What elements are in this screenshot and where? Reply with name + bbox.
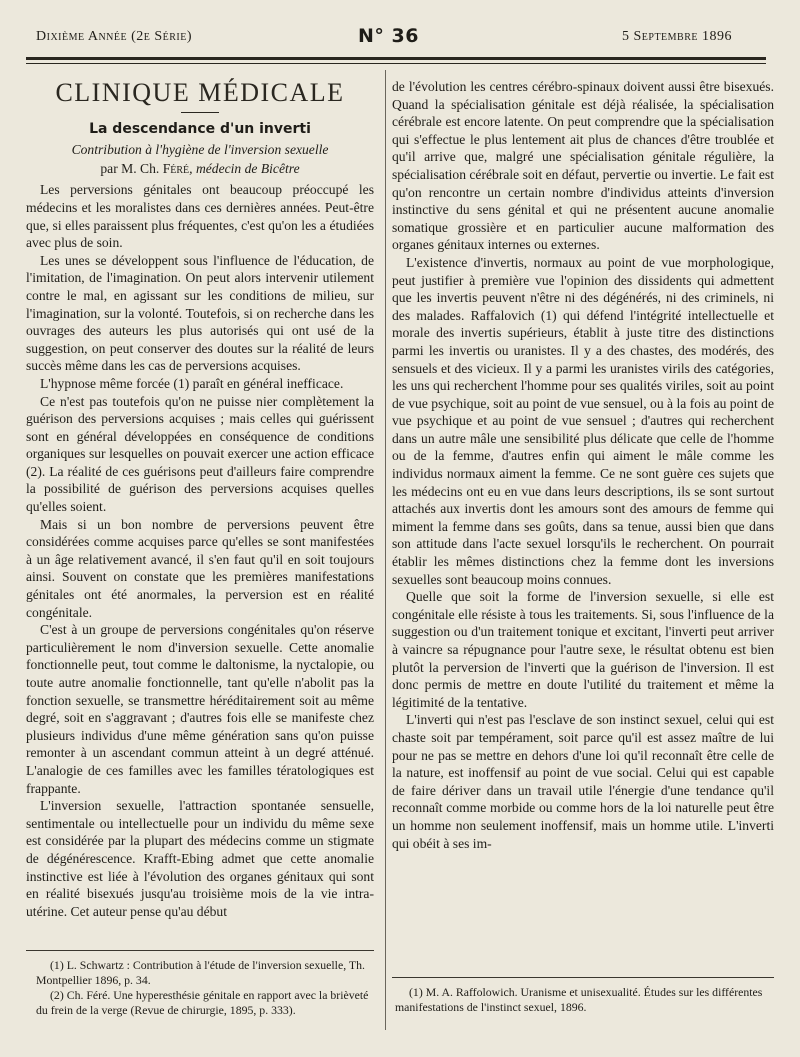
paragraph: Quelle que soit la forme de l'inversion sexuelle, si elle est congénitale elle résiste à tous les traitements. Si, sous l'influence de la suggestion ou d'un traitement tonique et excitant, l'inverti peut arriver à vaincre sa répugnance pour l'autre sexe, le résultat obtenu est bien plutôt la perversion de l'inverti que la guérison de l'inversion. Il est donc permis de mettre en doute l'utilité du traitement et même la légitimité de la tentative. [392,589,774,710]
header-issue-number: N° 36 [358,25,419,47]
running-header [36,27,732,49]
section-title: CLINIQUE MÉDICALE [55,78,345,107]
footnote: (1) M. A. Raffolowich. Uranisme et unisexualité. Études sur les différentes manifestations de l'instinct sexuel, 1896. [395,985,763,1014]
header-date: 5 Septembre 1896 [621,29,732,44]
paragraph: Ce n'est pas toutefois qu'on ne puisse nier complètement la guérison des perversions acquises ; mais celles qui guérissent sont en général développées en conséquence de conditions organiques sur lesquelles on pouvait exercer une action efficace (2). La réalité de ces guérisons peut d'ailleurs faire comprendre la possibilité de guérison des perversions acquises quelles qu'elles soient. [26,393,374,515]
article-title: La descendance d'un inverti [89,120,311,137]
footnote: (2) Ch. Féré. Une hyperesthésie génitale en rapport avec la brièveté du frein de la verge (Revue de chirurgie, 1895, p. 333). [36,988,369,1017]
paragraph: de l'évolution les centres cérébro-spinaux doivent aussi être bisexués. Quand la spécialisation génitale est déjà réalisée, la spécialisation cérébrale est encore latente. On peut comprendre que la spécialisation qui s'effectue le plus lentement ait plus de chances d'être troublée et qu'il arrive que, malgré une spécialisation génitale régulière, la spécialisation cérébrale soit en défaut, pervertie ou invertie. Le fait est qu'on rencontre un certain nombre d'individus atteints d'inversion instinctive du sens génital et qui ne présentent aucune anomalie somatique grossière et en particulier aucune malformation des organes génitaux internes ou externes. [392,79,774,253]
byline-prefix: par M. Ch. [100,160,163,176]
footnote: (1) L. Schwartz : Contribution à l'étude de l'inversion sexuelle, Th. Montpellier 1896, p. 34. [36,958,365,987]
footnote-rule-right [392,977,774,978]
header-rule-thick [26,57,766,60]
paragraph: L'inverti qui n'est pas l'esclave de son instinct sexuel, celui qui est chaste soit par tempérament, soit parce qu'il est assez maître de lui pour ne pas se mettre en dehors d'une loi qu'il reconnaît être celle de la nature, est inoffensif au point de vue social. Celui qui est capable de faire dériver dans un travail utile l'énergie d'une tendance qu'il reconnaît comme morbide ou comme hors de la loi naturelle peut être un homme non seulement inoffensif, mais un homme utile. L'inverti qui obéit à ses im- [392,712,774,851]
title-divider [181,112,219,113]
paragraph: C'est à un groupe de perversions congénitales qu'on réserve particulièrement le nom d'inversion sexuelle. Cette anomalie fonctionnelle peut, tout comme le daltonisme, la nyctalopie, ou toute autre anomalie fonctionnelle, tant qu'elle n'abolit pas la fonction sexuelle, se transmettre héréditairement soit au même degré, soit en s'aggravant ; d'autres fois elle se manifeste chez plusieurs individus d'une même génération sans qu'on puisse remonter à un ascendant commun atteint à un degré atténué. L'analogie de ces familles avec les familles tératologiques est frappante. [26,622,374,796]
author-affiliation: , médecin de Bicêtre [189,160,300,176]
header-volume: Dixième Année (2e Série) [36,29,193,44]
paragraph: L'hypnose même forcée (1) paraît en général inefficace. [40,375,344,391]
paragraph: L'existence d'invertis, normaux au point de vue morphologique, peut justifier à première vue l'opinion des dissidents qui admettent que les invertis peuvent n'être ni des dégénérés, ni des criminels, ni des malades. Raffalovich (1) qui défend l'intégrité intellectuelle et morale des invertis supérieurs, établit à juste titre des distinctions parmi les invertis ou uranistes. Il y a des chastes, des modérés, des sensuels et des vicieux. Il y a parmi les uranistes virils des catégories, les uns qui recherchent l'homme pour ses qualités viriles, soit au point de vue psychique, soit au point de vue sensuel, ou à la fois au point de vue psychique et au point de vue sensuel ; d'autres qui recherchent dans un autre mâle une sensibilité plus délicate que celle de l'homme ou de la femme, d'autres enfin qui aiment le mâle comme les individus normaux aiment la femme. Ce ne sont guère ces sujets que les médecins ont eu en vue dans leurs descriptions, ils se sont surtout attachés aux invertis dont les amours sont des amours de femme qui miment la femme dans ses goûts, dans sa tenue, aussi bien que dans son attitude dans l'acte sexuel lorsqu'ils le recherchent. On pourrait établir les mêmes distinctions chez la femme dont les inversions sexuelles sont beaucoup moins connues. [392,254,774,587]
paragraph: Mais si un bon nombre de perversions peuvent être considérées comme acquises parce qu'elles se sont manifestées à un âge relativement avancé, il s'en faut qu'il en soit toujours ainsi. Souvent on constate que les premières manifestations génitales ont été anormales, la perversion est en réalité congénitale. [26,516,374,620]
footnotes-left [36,958,374,1018]
author-name: Féré [162,160,190,176]
right-column [392,78,774,852]
article-byline [26,160,374,178]
footnote-rule-left [26,950,374,951]
paragraph: Les perversions génitales ont beaucoup préoccupé les médecins et les moralistes dans ces dernières années. Peut-être que, si elles paraissent plus fréquentes, c'est qu'on les a étudiées avec plus de soin. [26,182,374,251]
column-divider [385,70,386,1030]
header-rule-thin [26,63,766,64]
paragraph: Les unes se développent sous l'influence de l'éducation, de l'imitation, de l'imagination. On peut alors intervenir utilement contre le mal, en agissant sur les conditions de milieu, sur l'imagination, sur la volonté. Toutefois, si on recherche dans les ouvrages des auteurs les plus autorisés qui ont usé de la suggestion, on peut conserver des doutes sur la réalité de leurs succès même dans les cas de perversions acquises. [26,252,374,374]
footnotes-right [395,985,773,1015]
paragraph: L'inversion sexuelle, l'attraction spontanée sensuelle, sentimentale ou intellectuelle pour un individu du même sexe est considérée par la plupart des médecins comme un stigmate de dégénérescence. Krafft-Ebing admet que cette anomalie instinctive est liée à l'évolution des organes génitaux qui sont en réalité bisexués jusqu'au troisième mois de la vie intra-utérine. Cet auteur pense qu'au début [26,798,374,919]
left-column [26,78,374,920]
article-subtitle: Contribution à l'hygiène de l'inversion sexuelle [71,142,329,158]
